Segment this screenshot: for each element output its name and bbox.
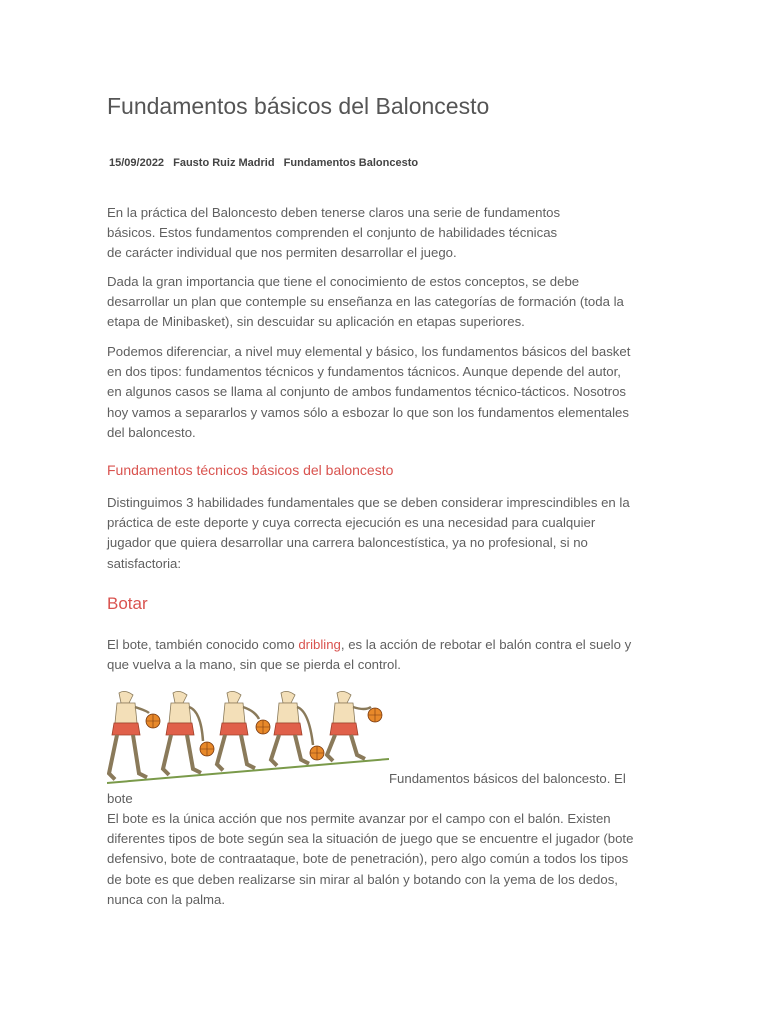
text-line: El bote es la única acción que nos permite avanzar por el campo con el balón. Existen	[107, 811, 611, 826]
post-author[interactable]: Fausto Ruiz Madrid	[173, 157, 275, 169]
player-torso	[115, 703, 137, 723]
player-torso	[277, 703, 299, 723]
text-line: etapa de Minibasket), sin descuidar su aplicación en etapas superiores.	[107, 314, 525, 330]
bote-intro-paragraph	[107, 635, 631, 675]
post-date: 15/09/2022	[109, 157, 165, 169]
player-shorts	[220, 723, 248, 735]
paragraph-5	[107, 809, 633, 910]
text-line: Distinguimos 3 habilidades fundamentales que se deben considerar imprescindibles en la	[107, 495, 630, 510]
player-shorts	[166, 723, 194, 735]
player-head	[173, 691, 187, 703]
article-title: Fundamentos básicos del Baloncesto	[107, 93, 490, 119]
player-arm	[135, 707, 149, 713]
player-leg	[133, 735, 147, 777]
player-torso	[223, 703, 245, 723]
player-leg	[163, 735, 171, 775]
text-line: En la práctica del Baloncesto deben tenerse claros una serie de fundamentos	[107, 205, 561, 220]
text-line: defensivo, bote de contraataque, bote de penetración), pero algo común a todos los tipos	[107, 851, 629, 867]
player-torso	[333, 703, 355, 723]
player-head	[281, 691, 295, 703]
paragraph-4	[107, 493, 630, 574]
player-head	[227, 691, 241, 703]
text-segment: El bote, también conocido como	[107, 637, 299, 652]
paragraph-3	[107, 342, 630, 443]
dribbling-illustration	[107, 691, 389, 785]
figure-caption: Fundamentos básicos del baloncesto. El	[389, 771, 626, 786]
text-line: en algunos casos se llama al conjunto de ambos fundamentos técnico-tácticos. Nosotros	[107, 384, 626, 400]
text-line: satisfactoria:	[107, 555, 182, 571]
player-shorts	[330, 723, 358, 735]
text-line: práctica de este deporte y cuya correcta ejecución es una necesidad para cualquier	[107, 515, 596, 531]
player-shorts	[112, 723, 140, 735]
player-torso	[169, 703, 191, 723]
player-leg	[241, 735, 255, 768]
dribling-link[interactable]: dribling	[298, 637, 341, 652]
text-line: Dada la gran importancia que tiene el conocimiento de estos conceptos, se debe	[107, 274, 580, 289]
player-leg	[295, 735, 309, 764]
intro-paragraph	[107, 203, 560, 264]
player-arm	[353, 707, 371, 709]
text-line: en dos tipos: fundamentos técnicos y fundamentos tácnicos. Aunque depende del autor,	[107, 364, 621, 380]
player-arm	[243, 707, 259, 719]
text-line: nunca con la palma.	[107, 891, 226, 907]
paragraph-2	[107, 272, 624, 333]
post-category[interactable]: Fundamentos Baloncesto	[283, 157, 419, 169]
text-line: de carácter individual que nos permiten desarrollar el juego.	[107, 245, 457, 261]
text-line: básicos. Estos fundamentos comprenden el conjunto de habilidades técnicas	[107, 225, 558, 241]
player-leg	[187, 735, 201, 773]
subheading-botar: Botar	[107, 594, 148, 613]
text-line: Podemos diferenciar, a nivel muy elemental y básico, los fundamentos básicos del basket	[107, 344, 631, 359]
player-shorts	[274, 723, 302, 735]
figure-caption-cont: bote	[107, 791, 133, 806]
player-head	[337, 691, 351, 703]
text-line: diferentes tipos de bote según sea la situación de juego que se encuentre el jugador (bote	[107, 831, 634, 847]
player-leg	[327, 735, 335, 761]
text-line: hoy vamos a separarlos y vamos sólo a esbozar lo que son los fundamentos elementales	[107, 404, 629, 420]
text-line: que vuelva a la mano, sin que se pierda el control.	[107, 657, 401, 673]
player-leg	[351, 735, 365, 759]
text-segment: , es la acción de rebotar el balón contra el suelo y	[340, 637, 632, 652]
player-head	[119, 691, 133, 703]
text-line: jugador que quiera desarrollar una carrera baloncestística, ya no profesional, si no	[107, 535, 588, 551]
text-line: desarrollar un plan que contemple su enseñanza en las categorías de formación (toda la	[107, 294, 624, 310]
player-leg	[109, 735, 117, 779]
article-meta	[109, 157, 424, 169]
text-line: de bote es que deben realizarse sin mirar al balón y botando con la yema de los dedos,	[107, 871, 618, 887]
text-line: del baloncesto.	[107, 424, 196, 440]
player-leg	[271, 735, 279, 766]
section-heading: Fundamentos técnicos básicos del baloncesto	[107, 462, 394, 478]
player-leg	[217, 735, 225, 770]
